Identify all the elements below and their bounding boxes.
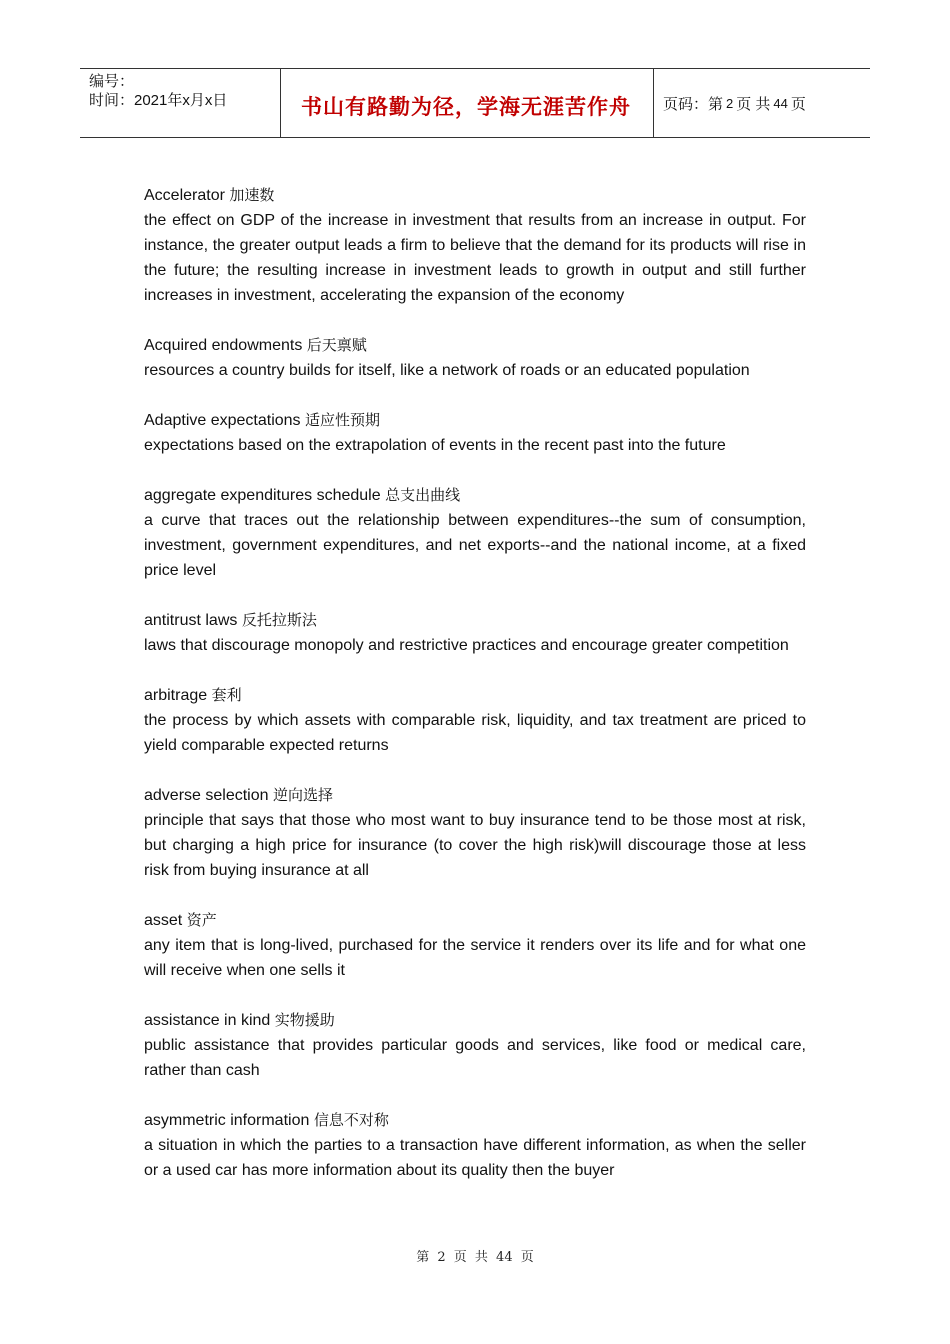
glossary-term bbox=[144, 783, 806, 808]
glossary-term bbox=[144, 483, 806, 508]
term-english: Acquired endowments bbox=[144, 337, 303, 354]
glossary-definition: a situation in which the parties to a transaction have different information, as when the seller or a used car has more information about its quality then the buyer bbox=[144, 1137, 806, 1179]
glossary-term bbox=[144, 1008, 806, 1033]
term-english: asset bbox=[144, 912, 183, 929]
glossary-entry bbox=[144, 1008, 806, 1083]
term-chinese: 适应性预期 bbox=[305, 411, 381, 429]
page-total: 44 bbox=[773, 96, 788, 111]
term-chinese: 后天禀赋 bbox=[306, 336, 367, 354]
glossary-entry bbox=[144, 183, 806, 308]
glossary-entry bbox=[144, 908, 806, 983]
glossary-entry bbox=[144, 483, 806, 583]
term-english: Adaptive expectations bbox=[144, 412, 301, 429]
term-english: assistance in kind bbox=[144, 1012, 271, 1029]
glossary-content bbox=[144, 183, 806, 1208]
term-english: antitrust laws bbox=[144, 612, 238, 629]
page-prefix: 页码：第 bbox=[663, 96, 724, 113]
glossary-entry bbox=[144, 608, 806, 658]
glossary-definition: principle that says that those who most want to buy insurance tend to be those most at risk, but charging a high price for insurance (to cover the high risk)will discourage those at less risk from buying insurance at all bbox=[144, 812, 806, 879]
glossary-definition: the effect on GDP of the increase in investment that results from an increase in output. For instance, the greater output leads a firm to believe that the demand for its products will rise in the future; the resulting increase in investment leads to growth in output and still further increases in investment, accelerating the expansion of the economy bbox=[144, 212, 806, 304]
header-motto: 书山有路勤为径，学海无涯苦作舟 bbox=[281, 69, 654, 137]
term-chinese: 总支出曲线 bbox=[385, 486, 461, 504]
glossary-entry bbox=[144, 683, 806, 758]
glossary-definition: the process by which assets with comparable risk, liquidity, and tax treatment are priced to yield comparable expected returns bbox=[144, 712, 806, 754]
term-english: arbitrage bbox=[144, 687, 208, 704]
term-chinese: 逆向选择 bbox=[272, 786, 333, 804]
glossary-definition: any item that is long-lived, purchased for the service it renders over its life and for what one will receive when one sells it bbox=[144, 937, 806, 979]
glossary-entry bbox=[144, 333, 806, 383]
glossary-definition: laws that discourage monopoly and restrictive practices and encourage greater competition bbox=[144, 637, 789, 654]
term-english: aggregate expenditures schedule bbox=[144, 487, 381, 504]
document-number-label: 编号： bbox=[89, 73, 135, 90]
term-english: asymmetric information bbox=[144, 1112, 310, 1129]
document-time-label: 时间：2021年x月x日 bbox=[89, 92, 228, 109]
glossary-definition: public assistance that provides particular goods and services, like food or medical care, rather than cash bbox=[144, 1037, 806, 1079]
page-header bbox=[80, 68, 870, 138]
glossary-term bbox=[144, 183, 806, 208]
term-english: Accelerator bbox=[144, 187, 225, 204]
page-footer: 第 2 页 共 44 页 bbox=[416, 1250, 534, 1265]
term-chinese: 套利 bbox=[211, 686, 242, 704]
glossary-term bbox=[144, 608, 806, 633]
term-chinese: 实物援助 bbox=[274, 1011, 335, 1029]
term-chinese: 加速数 bbox=[229, 186, 275, 204]
term-english: adverse selection bbox=[144, 787, 269, 804]
glossary-definition: a curve that traces out the relationship between expenditures--the sum of consumption, investment, government expenditures, and net exports--and the national income, at a fixed price level bbox=[144, 512, 806, 579]
glossary-term bbox=[144, 1108, 806, 1133]
glossary-term bbox=[144, 908, 806, 933]
glossary-term bbox=[144, 333, 806, 358]
glossary-term bbox=[144, 408, 806, 433]
glossary-entry bbox=[144, 783, 806, 883]
page-suffix: 页 bbox=[790, 96, 806, 113]
header-meta bbox=[80, 69, 281, 137]
glossary-entry bbox=[144, 1108, 806, 1183]
term-chinese: 信息不对称 bbox=[313, 1111, 389, 1129]
page-mid: 页 共 bbox=[736, 96, 771, 113]
glossary-definition: resources a country builds for itself, like a network of roads or an educated population bbox=[144, 362, 750, 379]
term-chinese: 资产 bbox=[186, 911, 217, 929]
glossary-definition: expectations based on the extrapolation of events in the recent past into the future bbox=[144, 437, 726, 454]
term-chinese: 反托拉斯法 bbox=[241, 611, 317, 629]
glossary-term bbox=[144, 683, 806, 708]
page-current: 2 bbox=[726, 96, 734, 111]
header-page-info bbox=[654, 69, 870, 137]
glossary-entry bbox=[144, 408, 806, 458]
